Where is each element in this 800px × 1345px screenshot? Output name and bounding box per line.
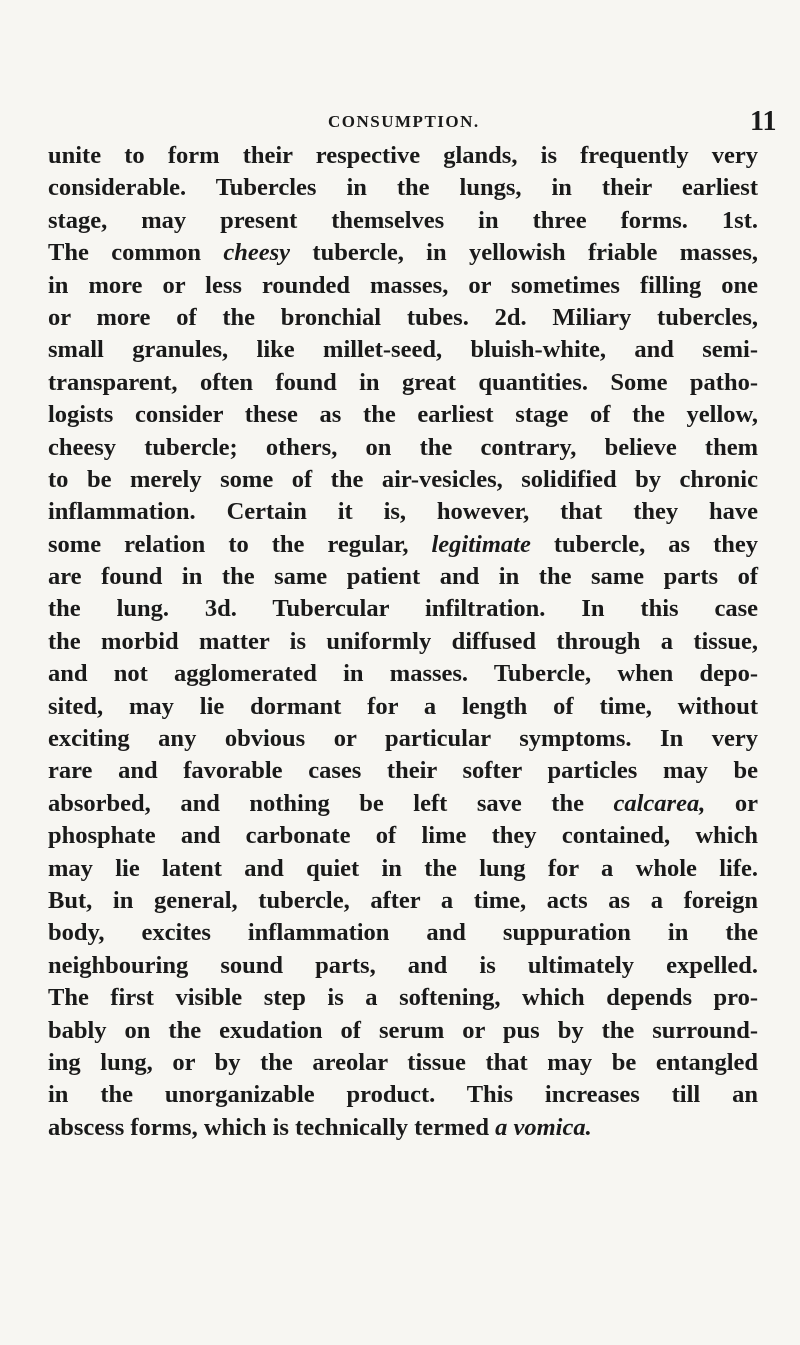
text-segment: exciting any obvious or particular symptoms. In very xyxy=(48,725,758,753)
italic-term: cheesy xyxy=(223,239,291,267)
text-segment: are found in the same patient and in the same parts of xyxy=(48,563,758,591)
text-line xyxy=(48,432,758,464)
text-segment: tubercle, as they xyxy=(530,530,759,558)
text-segment: in more or less rounded masses, or sometimes filling one xyxy=(48,271,758,299)
text-line xyxy=(48,302,758,334)
text-line xyxy=(48,691,758,723)
body-text xyxy=(48,140,758,1144)
text-line xyxy=(48,853,758,885)
text-line xyxy=(48,950,758,982)
text-segment: unite to form their respective glands, is frequently very xyxy=(48,142,758,169)
text-segment: abscess forms, which is technically termed xyxy=(48,1113,496,1141)
text-segment: ing lung, or by the areolar tissue that may be entangled xyxy=(48,1048,758,1076)
text-segment: tubercle, in yellowish friable masses, xyxy=(290,239,758,267)
text-segment: considerable. Tubercles in the lungs, in their earliest xyxy=(48,174,758,202)
italic-term: calcarea, xyxy=(613,789,706,817)
text-segment: neighbouring sound parts, and is ultimately expelled. xyxy=(48,951,758,979)
text-line xyxy=(48,593,758,625)
text-line xyxy=(48,723,758,755)
text-segment: The first visible step is a softening, which depends pro- xyxy=(48,984,758,1012)
running-head xyxy=(0,106,800,136)
text-segment: phosphate and carbonate of lime they contained, which xyxy=(48,822,758,850)
text-line xyxy=(48,140,758,172)
text-segment: small granules, like millet-seed, bluish-white, and semi- xyxy=(48,336,758,364)
text-segment: stage, may present themselves in three forms. 1st. xyxy=(48,206,758,234)
text-line xyxy=(48,1047,758,1079)
text-line xyxy=(48,237,758,269)
text-segment: bably on the exudation of serum or pus by the surround- xyxy=(48,1016,758,1044)
text-segment: body, excites inflammation and suppuration in the xyxy=(48,919,758,947)
running-title: CONSUMPTION. xyxy=(328,112,480,131)
text-segment: and not agglomerated in masses. Tubercle, when depo- xyxy=(48,660,758,688)
text-line xyxy=(48,982,758,1014)
text-line xyxy=(48,367,758,399)
text-line xyxy=(48,270,758,302)
text-segment: rare and favorable cases their softer particles may be xyxy=(48,757,758,785)
text-line xyxy=(48,1015,758,1047)
text-line xyxy=(48,755,758,787)
text-line xyxy=(48,334,758,366)
text-segment: or xyxy=(705,789,758,817)
text-line xyxy=(48,820,758,852)
text-line xyxy=(48,529,758,561)
text-segment: the lung. 3d. Tubercular infiltration. In this case xyxy=(48,595,758,623)
text-segment: inflammation. Certain it is, however, that they have xyxy=(48,498,758,526)
text-line xyxy=(48,496,758,528)
text-segment: or more of the bronchial tubes. 2d. Miliary tubercles, xyxy=(48,303,758,331)
text-segment: transparent, often found in great quantities. Some patho- xyxy=(48,368,758,396)
text-line xyxy=(48,917,758,949)
text-segment: in the unorganizable product. This increases till an xyxy=(48,1081,758,1109)
text-segment: cheesy tubercle; others, on the contrary, believe them xyxy=(48,433,758,461)
text-line xyxy=(48,658,758,690)
text-segment: logists consider these as the earliest stage of the yellow, xyxy=(48,401,758,429)
italic-term: a vomica. xyxy=(495,1113,592,1141)
text-line xyxy=(48,1079,758,1111)
text-segment: to be merely some of the air-vesicles, solidified by chronic xyxy=(48,465,758,493)
text-line xyxy=(48,788,758,820)
text-segment: may lie latent and quiet in the lung for a whole life. xyxy=(48,854,758,882)
text-line xyxy=(48,205,758,237)
text-segment: But, in general, tubercle, after a time, acts as a foreign xyxy=(48,886,758,914)
text-segment: The common xyxy=(48,239,224,267)
text-segment: the morbid matter is uniformly diffused through a tissue, xyxy=(48,627,758,655)
text-line xyxy=(48,399,758,431)
text-segment: some relation to the regular, xyxy=(48,530,432,558)
text-line xyxy=(48,885,758,917)
text-segment: absorbed, and nothing be left save the xyxy=(48,789,614,817)
text-line xyxy=(48,626,758,658)
text-line xyxy=(48,464,758,496)
text-line xyxy=(48,561,758,593)
text-line xyxy=(48,1112,758,1144)
page-number: 11 xyxy=(750,106,777,137)
italic-term: legitimate xyxy=(431,530,531,558)
text-line xyxy=(48,172,758,204)
text-segment: sited, may lie dormant for a length of time, without xyxy=(48,692,758,720)
